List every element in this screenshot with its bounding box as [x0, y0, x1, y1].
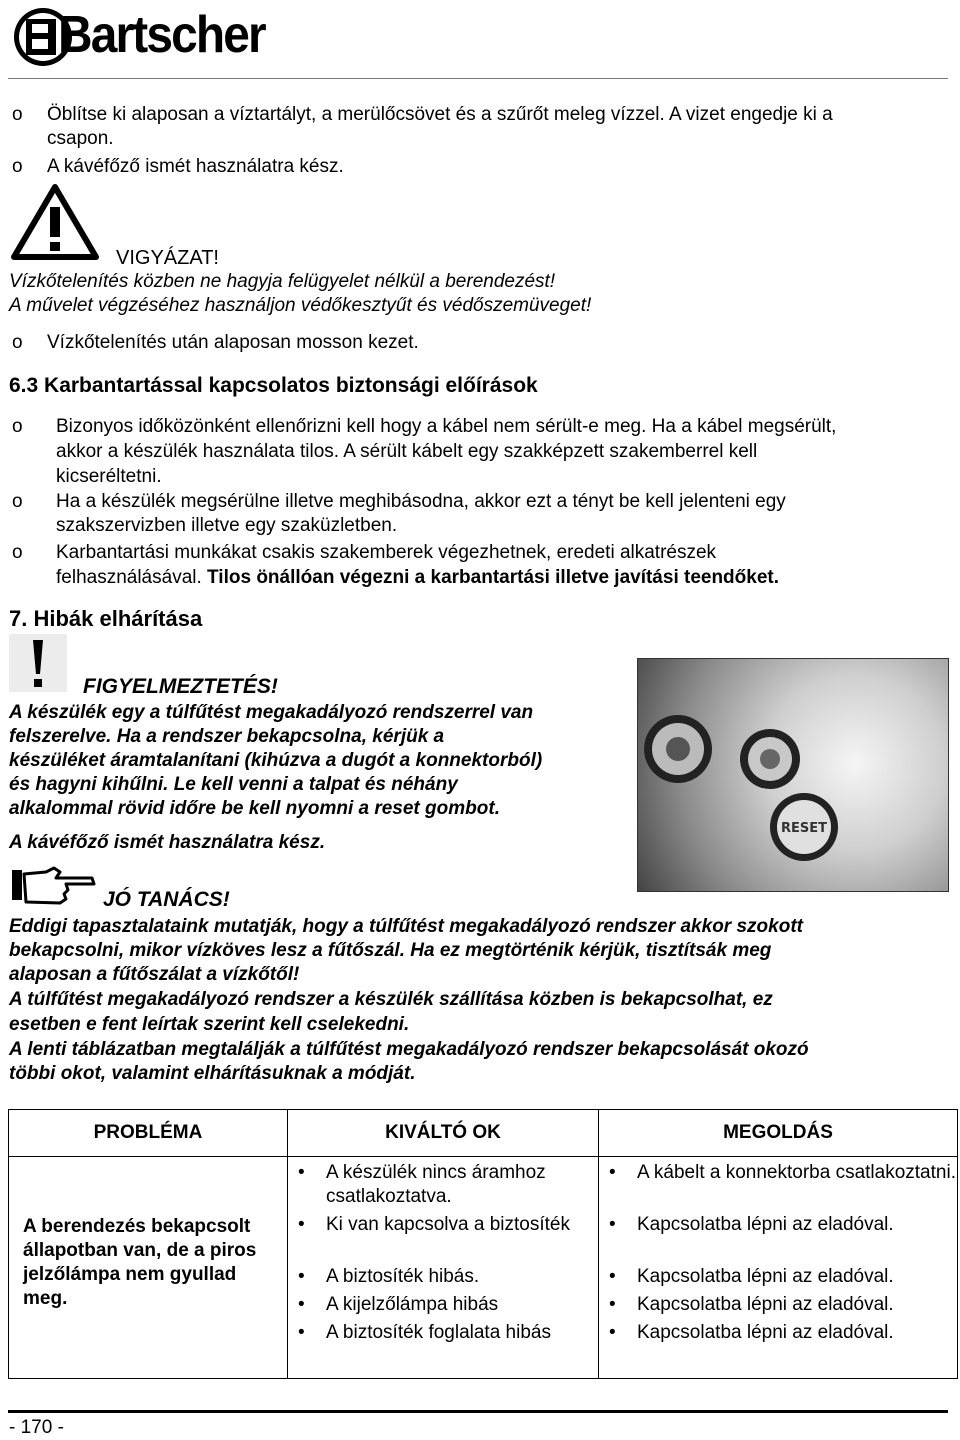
warning-line: és hagyni kihűlni. Le kell venni a talpat és néhány: [9, 774, 458, 795]
warning-line: készüléket áramtalanítani (kihúzva a dugót a konnektorból): [9, 750, 543, 771]
list-item: • A kábelt a konnektorba csatlakoztatni.: [599, 1161, 957, 1213]
list-item-text: Vízkőtelenítés után alaposan mosson kezet.: [47, 332, 419, 353]
list-item: • Kapcsolatba lépni az eladóval.: [599, 1213, 957, 1265]
list-marker: o: [12, 491, 23, 512]
problem-text: A berendezés bekapcsolt állapotban van, de a piros jelzőlámpa nem gyullad meg.: [23, 1215, 257, 1309]
problem-cell: [9, 1157, 288, 1379]
brand-logo: [12, 4, 265, 70]
tip-title: JÓ TANÁCS!: [103, 888, 230, 911]
list-item: • A készülék nincs áramhoz csatlakoztatva.: [288, 1161, 598, 1213]
caution-line: Vízkőtelenítés közben ne hagyja felügyelet nélkül a berendezést!: [9, 271, 556, 292]
reset-photo-graphic: [638, 659, 948, 891]
list-item-text: akkor a készülék használata tilos. A sérült kábelt egy szakképzett szakemberrel kell: [56, 441, 758, 462]
table-row: [9, 1157, 958, 1379]
tip-line: bekapcsolni, mikor vízköves lesz a fűtőszál. Ha ez megtörténik kérjük, tisztítsák meg: [9, 940, 772, 961]
page-number: - 170 -: [9, 1417, 64, 1438]
warning-title: FIGYELMEZTETÉS!: [83, 675, 278, 698]
list-item: • A kijelzőlámpa hibás: [288, 1293, 598, 1321]
list-marker: o: [12, 156, 23, 177]
column-header-cause: KIVÁLTÓ OK: [288, 1110, 599, 1157]
troubleshooting-table: [8, 1109, 958, 1379]
tip-line: többi okot, valamint elhárításuknak a módját.: [9, 1063, 416, 1084]
footer-divider: [8, 1410, 948, 1413]
list-item-text-bold: Tilos önállóan végezni a karbantartási illetve javítási teendőket.: [207, 567, 780, 588]
list-item-text: [56, 566, 779, 590]
solution-cell: [599, 1157, 958, 1379]
solution-list: [599, 1157, 957, 1349]
table-header-row: [9, 1110, 958, 1157]
tip-line: A lenti táblázatban megtalálják a túlfűtést megakadályozó rendszer bekapcsolását okozó: [9, 1039, 809, 1060]
reset-label: RESET: [780, 821, 828, 836]
warning-line: felszerelve. Ha a rendszer bekapcsolna, kérjük a: [9, 726, 445, 747]
list-item: • A biztosíték hibás.: [288, 1265, 598, 1293]
list-marker: o: [12, 332, 23, 353]
tip-line: Eddigi tapasztalataink mutatják, hogy a túlfűtést megakadályozó rendszer akkor szokott: [9, 916, 803, 937]
column-header-problem: PROBLÉMA: [9, 1110, 288, 1157]
warning-line: A készülék egy a túlfűtést megakadályozó rendszerrel van: [9, 702, 534, 723]
list-item-text: kicseréltetni.: [56, 466, 162, 487]
tip-line: esetben e fent leírtak szerint kell cselekedni.: [9, 1014, 410, 1035]
ready-note: A kávéfőző ismét használatra kész.: [9, 832, 326, 853]
list-item-text: szakszervizben illetve egy szaküzletben.: [56, 515, 398, 536]
section-heading: 7. Hibák elhárítása: [9, 606, 203, 631]
caution-line: A művelet végzéséhez használjon védőkesztyűt és védőszemüveget!: [9, 295, 592, 316]
list-item-text: A kávéfőző ismét használatra kész.: [47, 156, 344, 177]
list-marker: o: [12, 416, 23, 437]
warning-triangle-icon: [10, 183, 100, 261]
list-item: • A biztosíték foglalata hibás: [288, 1321, 598, 1349]
exclamation-glyph-icon: [9, 634, 67, 692]
cause-list: [288, 1157, 598, 1349]
list-item-text: Karbantartási munkákat csakis szakemberek végezhetnek, eredeti alkatrészek: [56, 542, 717, 563]
list-item: • Kapcsolatba lépni az eladóval.: [599, 1293, 957, 1321]
pointing-hand-icon: [10, 866, 96, 906]
reset-button-photo: [637, 658, 949, 892]
section-heading: 6.3 Karbantartással kapcsolatos biztonsági előírások: [9, 374, 538, 397]
warning-line: alkalommal rövid időre be kell nyomni a reset gombot.: [9, 798, 500, 819]
header-divider: [8, 78, 948, 79]
list-item-text: Ha a készülék megsérülne illetve meghibásodna, akkor ezt a tényt be kell jelenteni egy: [56, 491, 786, 512]
tip-line: A túlfűtést megakadályozó rendszer a készülék szállítása közben is bekapcsolhat, ez: [9, 989, 773, 1010]
list-item-text: Öblítse ki alaposan a víztartályt, a merülőcsövet és a szűrőt meleg vízzel. A vizet engedje ki a: [47, 104, 833, 125]
exclamation-icon: [9, 634, 67, 692]
list-item: • Kapcsolatba lépni az eladóval.: [599, 1321, 957, 1349]
list-item-text: Bizonyos időközönként ellenőrizni kell hogy a kábel nem sérült-e meg. Ha a kábel megsérült,: [56, 416, 837, 437]
list-item-text-cont: csapon.: [47, 128, 114, 149]
caution-title: VIGYÁZAT!: [116, 247, 219, 269]
list-marker: o: [12, 542, 23, 563]
logo-text: Bartscher: [58, 6, 265, 64]
column-header-solution: MEGOLDÁS: [599, 1110, 958, 1157]
list-item: • Kapcsolatba lépni az eladóval.: [599, 1265, 957, 1293]
list-marker: o: [12, 104, 23, 125]
list-item-text-plain: felhasználásával.: [56, 567, 208, 588]
list-item: • Ki van kapcsolva a biztosíték: [288, 1213, 598, 1265]
tip-line: alaposan a fűtőszálat a vízkőtől!: [9, 964, 300, 985]
cause-cell: [288, 1157, 599, 1379]
